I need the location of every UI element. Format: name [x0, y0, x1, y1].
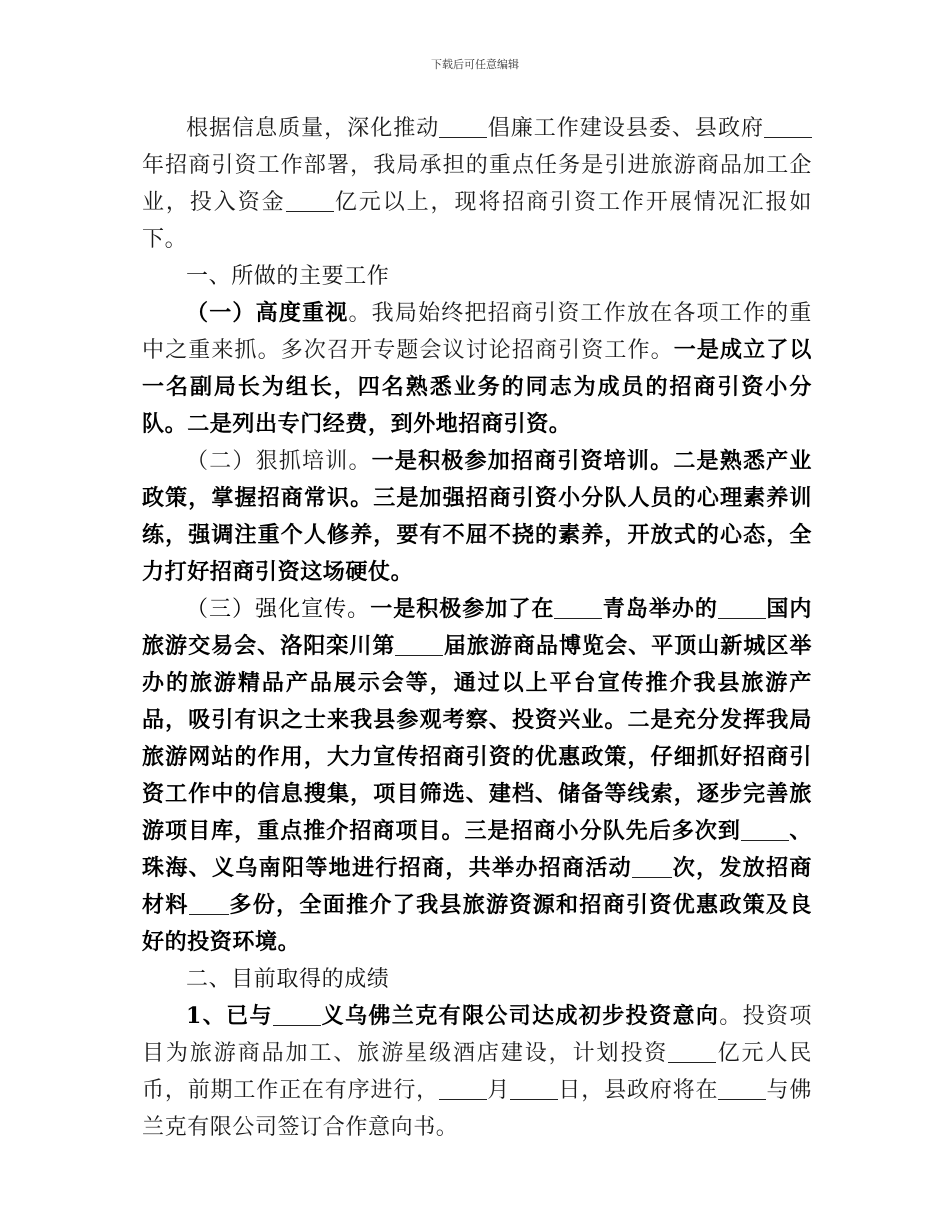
blank-field	[395, 631, 443, 656]
subheading-lead: （一）高度重视	[186, 300, 349, 326]
blank-field	[273, 1001, 321, 1026]
paragraph-bold-text: 届旅游商品博览会、平顶山新城区举办的旅游精品产品展示会等，通过以上平台宣传推介我县旅游产品，吸引有识之士来我县参观考察、投资兴业。二是充分发挥我局旅游网站的作用，大力宣传招商引资的优惠政策，仔细抓好招商引资工作中的信息搜集，项目筛选、建档、储备等线索，逐步完善旅游项目库，重点推介招商项目。三是招商小分队先后多次到	[142, 633, 812, 844]
paragraph-bold-text: 一是积极参加了在	[370, 596, 555, 622]
blank-field	[632, 853, 672, 878]
paragraph-bold-text: 多份，全面推介了我县旅游资源和招商引资优惠政策及良好的投资环境。	[142, 892, 812, 955]
paragraph-bold-text: 一是成立了以一名副局长为组长，四名熟悉业务的同志为成员的招商引资小分队。二是列出专门经费，到外地招商引资。	[142, 337, 812, 437]
paragraph-text: 日，县政府将在	[558, 1078, 719, 1103]
blank-field	[718, 1075, 766, 1100]
blank-field	[439, 113, 487, 138]
paragraph-text: 。投资项目为旅游商品加工、旅游星级酒店建设，计划投资	[142, 1004, 812, 1066]
blank-field	[718, 594, 766, 619]
intro-text-1: 根据信息质量，深化推动	[186, 116, 440, 141]
blank-field	[510, 1075, 558, 1100]
section-1-paragraph-3	[142, 591, 812, 961]
blank-field	[439, 1075, 487, 1100]
section-2-paragraph-1	[142, 998, 812, 1146]
intro-text-3: 年招商引资工作部署，我局承担的重点任务是引进旅游商品加工企业，投入资金	[142, 153, 812, 215]
blank-field	[189, 890, 229, 915]
paragraph-bold-text: 青岛举办的	[602, 596, 718, 622]
blank-field	[764, 113, 812, 138]
paragraph-bold-text: 1、已与	[186, 1003, 273, 1029]
paragraph-text: 亿元人民币，前期工作正在有序进行，	[142, 1041, 813, 1103]
section-1-paragraph-2	[142, 443, 812, 591]
paragraph-text: 。我局始终把招商引资工作放在各项工作的重中之重来抓。多次召开专题会议讨论招商引资工作。	[142, 301, 812, 363]
document-body	[142, 110, 812, 1146]
blank-field	[554, 594, 602, 619]
paragraph-text: 与佛兰克有限公司签订合作意向书。	[142, 1078, 813, 1140]
intro-text-4: 亿元以上，现将招商引资工作开展情况汇报如下。	[142, 190, 812, 252]
blank-field	[668, 1038, 716, 1063]
paragraph-text: （二）狠抓培训。	[186, 449, 372, 474]
intro-text-2: 倡廉工作建设县委、县政府	[487, 116, 765, 141]
paragraph-text: （三）强化宣传。	[186, 597, 371, 622]
blank-field	[286, 187, 334, 212]
blank-field	[741, 816, 789, 841]
intro-paragraph	[142, 110, 812, 258]
paragraph-text: 月	[487, 1078, 511, 1103]
paragraph-bold-text: 一是积极参加招商引资培训。二是熟悉产业政策，掌握招商常识。三是加强招商引资小分队人员的心理素养训练，强调注重个人修养，要有不屈不挠的素养，开放式的心态，全力打好招商引资这场硬仗。	[142, 448, 812, 585]
page-header-note: 下载后可任意编辑	[431, 58, 519, 71]
paragraph-bold-text: 国内旅游交易会、洛阳栾川第	[142, 596, 812, 659]
section-2-heading: 二、目前取得的成绩	[186, 967, 390, 992]
section-1-heading: 一、所做的主要工作	[186, 264, 390, 289]
paragraph-bold-text: 义乌佛兰克有限公司达成初步投资意向	[320, 1003, 720, 1029]
section-1-paragraph-1	[142, 295, 812, 443]
paragraph-bold-text: 、珠海、义乌南阳等地进行招商，共举办招商活动	[142, 818, 812, 881]
paragraph-bold-text: 次，发放招商材料	[142, 855, 812, 918]
